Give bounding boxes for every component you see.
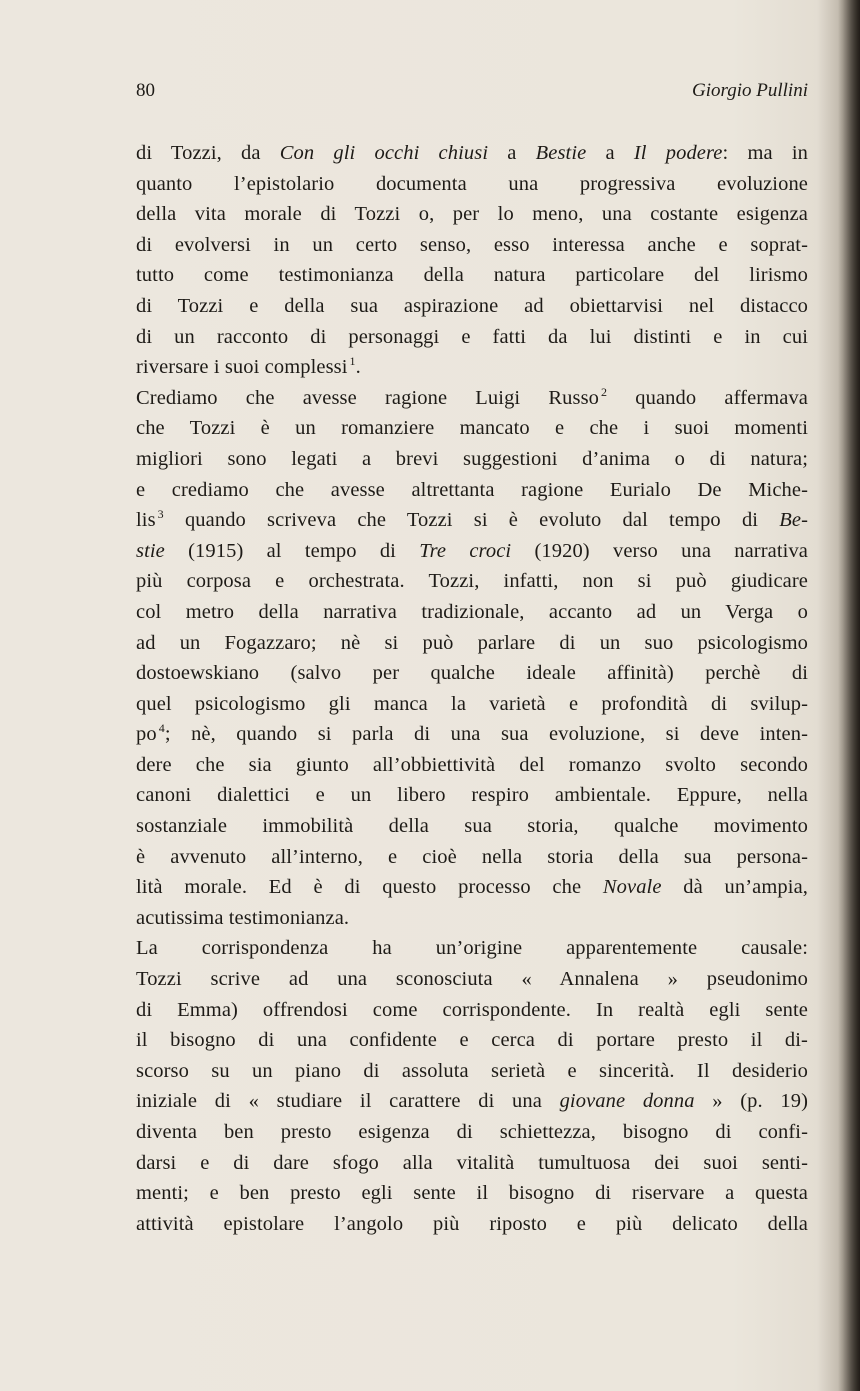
text-line (136, 1117, 808, 1148)
text-line (136, 780, 808, 811)
text-line-content (136, 999, 808, 1021)
text-line-content (136, 234, 808, 256)
text-line-content (136, 448, 808, 470)
text-line (136, 995, 808, 1026)
text-segment: quando scriveva che Tozzi si è evoluto dal tempo di (163, 509, 780, 532)
text-segment: quanto l’epistolario documenta una progressiva evoluzione (136, 172, 808, 195)
text-segment: La corrispondenza ha un’origine apparentemente causale: (136, 937, 808, 960)
italic-title: Tre croci (419, 539, 512, 562)
footnote-marker: 1 (349, 354, 356, 369)
text-segment: Crediamo che avesse ragione Luigi Russo (136, 386, 600, 409)
text-segment: a (488, 142, 536, 164)
text-line (136, 475, 808, 506)
text-segment: col metro della narrativa tradizionale, accanto ad un Verga o (136, 600, 808, 623)
text-line (136, 903, 808, 934)
text-line-content (136, 815, 808, 837)
text-line-content (136, 1152, 808, 1174)
running-head-author: Giorgio Pullini (692, 80, 808, 101)
text-segment: è avvenuto all’interno, e cioè nella storia della sua persona- (136, 845, 808, 868)
text-line (136, 872, 808, 903)
text-segment: menti; e ben presto egli sente il bisogno di riservare a questa (136, 1182, 808, 1205)
text-line (136, 566, 808, 597)
text-line-content (136, 723, 808, 745)
text-segment: . (355, 356, 361, 379)
text-segment: diventa ben presto esigenza di schiettezza, bisogno di confi- (136, 1121, 808, 1143)
text-segment: acutissima testimonianza. (136, 906, 350, 929)
text-segment: canoni dialettici e un libero respiro ambientale. Eppure, nella (136, 784, 808, 807)
text-line-content (136, 570, 808, 592)
text-line (136, 1056, 808, 1087)
text-line-content (136, 1029, 808, 1051)
text-line (136, 1086, 808, 1117)
text-segment: ; nè, quando si parla di una sua evoluzione, si deve inten- (164, 723, 808, 746)
text-line (136, 352, 808, 383)
text-line (136, 260, 808, 291)
text-line-content (136, 479, 808, 501)
text-line-content (136, 509, 808, 531)
text-line (136, 964, 808, 995)
text-line (136, 383, 808, 414)
text-line (136, 505, 808, 536)
text-segment: di un racconto di personaggi e fatti da lui distinti e in cui (136, 325, 808, 348)
text-segment: che Tozzi è un romanziere mancato e che i suoi momenti (136, 417, 808, 440)
text-line-content (136, 264, 808, 286)
text-line-content (136, 1213, 808, 1235)
italic-title: Be- (779, 509, 808, 532)
body-text (136, 138, 808, 1239)
text-line-content (136, 1090, 808, 1112)
text-segment: sostanziale immobilità della sua storia, qualche movimento (136, 815, 808, 838)
text-segment: lità morale. Ed è di questo processo che (136, 876, 603, 899)
text-line (136, 322, 808, 353)
text-line (136, 689, 808, 720)
text-segment: quando affermava (607, 386, 808, 409)
italic-title: stie (136, 539, 165, 562)
book-spine-shadow (838, 0, 860, 1391)
text-line (136, 413, 808, 444)
text-line (136, 1025, 808, 1056)
text-segment: riversare i suoi complessi (136, 356, 348, 379)
italic-title: Il podere (633, 142, 723, 164)
text-line (136, 138, 808, 169)
italic-title: Bestie (535, 142, 587, 164)
text-segment: » (p. 19) (694, 1090, 808, 1113)
text-line-content (136, 846, 808, 868)
text-line (136, 842, 808, 873)
text-segment: (1920) verso una narrativa (511, 539, 808, 562)
text-segment: della vita morale di Tozzi o, per lo meno, una costante esigenza (136, 203, 808, 226)
text-segment: lis (136, 509, 156, 532)
text-line-content (136, 784, 808, 806)
text-line-content (136, 754, 808, 776)
text-segment: (1915) al tempo di (164, 539, 420, 562)
text-line (136, 1178, 808, 1209)
footnote-marker: 3 (157, 507, 164, 522)
text-segment: dà un’ampia, (661, 876, 808, 899)
text-line-content (136, 326, 808, 348)
text-line-content (136, 662, 808, 684)
text-line (136, 811, 808, 842)
text-segment: il bisogno di una confidente e cerca di portare presto il di- (136, 1029, 808, 1052)
text-line-content (136, 173, 808, 195)
footnote-marker: 2 (601, 384, 608, 399)
text-segment: dostoewskiano (salvo per qualche ideale affinità) perchè di (136, 662, 808, 685)
text-line-content (136, 907, 349, 929)
text-line-content (136, 1121, 808, 1143)
text-segment: dere che sia giunto all’obbiettività del romanzo svolto secondo (136, 753, 808, 776)
text-segment: migliori sono legati a brevi suggestioni d’anima o di natura; (136, 447, 808, 470)
text-line-content (136, 384, 808, 409)
text-segment: ad un Fogazzaro; nè si può parlare di un suo psicologismo (136, 631, 808, 654)
text-segment: tutto come testimonianza della natura particolare del lirismo (136, 264, 808, 287)
text-line-content (136, 1182, 808, 1204)
text-segment: più corposa e orchestrata. Tozzi, infatti, non si può giudicare (136, 570, 808, 593)
text-segment: a (586, 142, 634, 164)
text-line (136, 230, 808, 261)
text-segment: iniziale di « studiare il carattere di una (136, 1090, 560, 1113)
text-line (136, 1209, 808, 1240)
text-line-content (136, 295, 808, 317)
text-line (136, 1148, 808, 1179)
text-line-content (136, 693, 808, 715)
text-segment: quel psicologismo gli manca la varietà e profondità di svilup- (136, 692, 808, 715)
text-line-content (136, 968, 808, 990)
text-segment: darsi e di dare sfogo alla vitalità tumultuosa dei suoi senti- (136, 1151, 808, 1174)
text-segment: di Emma) offrendosi come corrispondente. In realtà egli sente (136, 998, 808, 1021)
text-segment: Tozzi scrive ad una sconosciuta « Annalena » pseudonimo (136, 968, 808, 991)
text-line-content (136, 1060, 808, 1082)
text-line (136, 750, 808, 781)
text-line-content (136, 601, 808, 623)
page-header (136, 80, 808, 110)
text-line (136, 291, 808, 322)
italic-title: giovane donna (559, 1090, 695, 1113)
text-segment: e crediamo che avesse altrettanta ragione Eurialo De Miche- (136, 478, 808, 501)
text-line (136, 597, 808, 628)
text-line-content (136, 540, 808, 562)
text-line (136, 658, 808, 689)
text-line (136, 199, 808, 230)
footnote-marker: 4 (158, 721, 165, 736)
text-segment: di evolversi in un certo senso, esso interessa anche e soprat- (136, 233, 808, 256)
text-segment: scorso su un piano di assoluta serietà e sincerità. Il desiderio (136, 1059, 808, 1082)
text-line (136, 444, 808, 475)
page-number: 80 (136, 80, 155, 101)
text-line-content (136, 632, 808, 654)
text-segment: di Tozzi, da (136, 142, 280, 164)
text-line (136, 719, 808, 750)
text-line (136, 536, 808, 567)
italic-title: Novale (602, 876, 662, 899)
text-segment: : ma in (722, 142, 809, 164)
text-segment: di Tozzi e della sua aspirazione ad obiettarvisi nel distacco (136, 294, 808, 317)
text-line-content (136, 356, 361, 378)
text-segment: po (136, 723, 157, 746)
text-line (136, 169, 808, 200)
text-segment: attività epistolare l’angolo più riposto e più delicato della (136, 1212, 808, 1235)
text-line (136, 933, 808, 964)
text-line-content (136, 417, 808, 439)
italic-title: Con gli occhi chiusi (279, 142, 489, 164)
text-line-content (136, 937, 808, 959)
text-line (136, 628, 808, 659)
text-line-content (136, 876, 808, 898)
text-line-content (136, 142, 808, 164)
text-line-content (136, 203, 808, 225)
